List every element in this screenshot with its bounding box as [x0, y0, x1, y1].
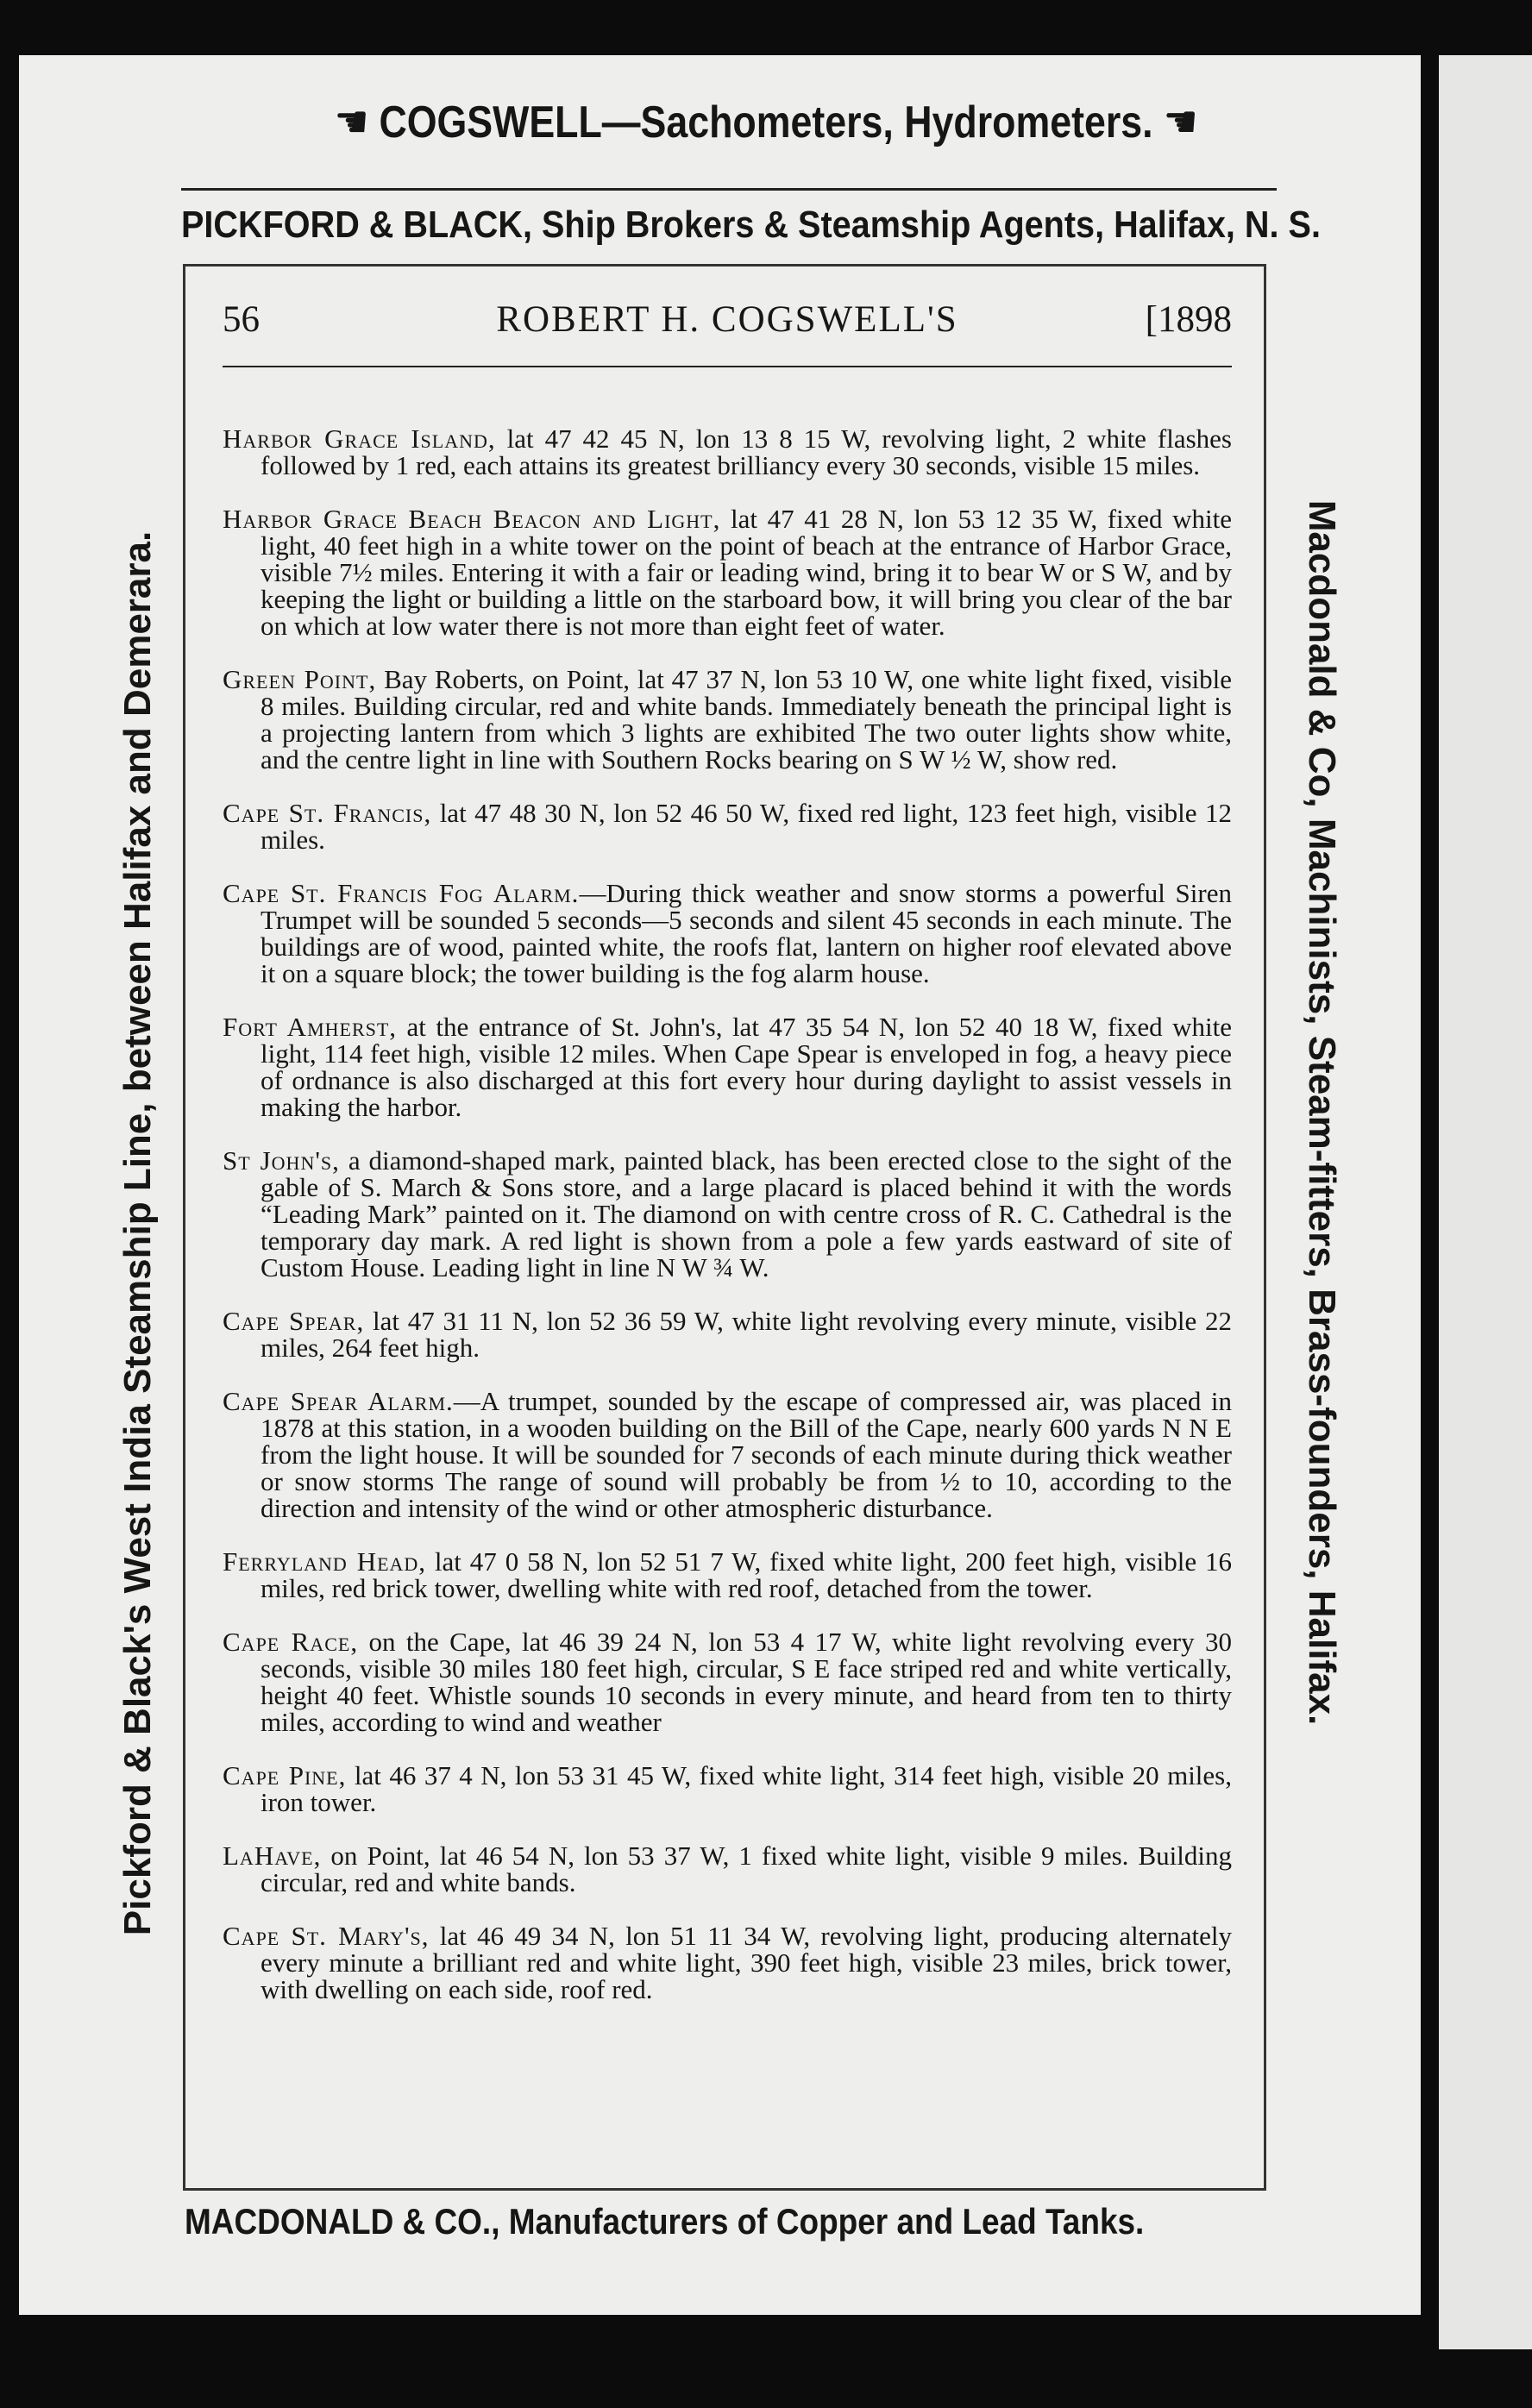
entry-name: Ferryland Head, — [223, 1546, 427, 1577]
pointing-hand-icon: ☛ — [334, 97, 369, 147]
entry-name: Harbor Grace Island, — [223, 423, 496, 454]
list-item — [223, 505, 1232, 639]
right-margin-text: Macdonald & Co, Machinists, Steam-fitters, Brass-founders, Halifax. — [1301, 499, 1343, 1726]
header-rule — [223, 366, 1232, 367]
entry-name: Cape Spear, — [223, 1306, 365, 1336]
entry-text: —During thick weather and snow storms a powerful Siren Trumpet will be sounded 5 seconds—5 seconds and silent 45 seconds in each minute. The buildings are of wood, painted white, the roofs flat, lantern on higher roof elevated above it on a square block; the tower building is the fog alarm house. — [261, 878, 1232, 988]
lighthouse-list — [223, 398, 1232, 2010]
entry-text: lat 46 49 34 N, lon 51 11 34 W, revolving light, producing alternately every minute a brilliant red and white light, 390 feet high, visible 23 miles, brick tower, with dwelling on each side, roof red. — [261, 1921, 1232, 2004]
entry-text: lat 46 37 4 N, lon 53 31 45 W, fixed white light, 314 feet high, visible 20 miles, iron tower. — [261, 1760, 1232, 1817]
list-item — [223, 1307, 1232, 1361]
left-margin-text: Pickford & Black's West India Steamship Line, between Halifax and Demerara. — [116, 530, 159, 1936]
top-advertisement — [107, 97, 1424, 148]
entry-name: Green Point, — [223, 664, 377, 694]
entry-text: lat 47 48 30 N, lon 52 46 50 W, fixed red light, 123 feet high, visible 12 miles. — [261, 798, 1233, 855]
top-advertisement-text: COGSWELL—Sachometers, Hydrometers. — [379, 97, 1153, 147]
list-item — [223, 1013, 1232, 1120]
list-item — [223, 880, 1232, 987]
entry-name: Cape St. Mary's, — [223, 1921, 430, 1951]
year: [1898 — [1145, 299, 1232, 340]
list-item — [223, 1762, 1232, 1815]
list-item — [223, 666, 1232, 773]
entry-text: on the Cape, lat 46 39 24 N, lon 53 4 17 W, white light revolving every 30 seconds, visible 30 miles 180 feet high, circular, S E face striped red and white vertically, height 40 feet. Whistle sounds 10 seconds in every minute, and heard from ten to thirty miles, according to wind and weather — [261, 1627, 1232, 1737]
entry-text: lat 47 41 28 N, lon 53 12 35 W, fixed white light, 40 feet high in a white tower on the point of beach at the entrance of Harbor Grace, visible 7½ miles. Entering it with a fair or leading wind, bring it to bear W or S W, and by keeping the light or building a little on the starboard bow, it will bring you clear of the bar on which at low water there is not more than eight feet of water. — [261, 504, 1233, 641]
entry-text: a diamond-shaped mark, painted black, has been erected close to the sight of the gable of S. March & Sons store, and a large placard is placed behind it with the words “Leading Mark” painted on it. The diamond on with centre cross of R. C. Cathedral is the temporary day mark. A red light is shown from a pole a few yards eastward of site of Custom House. Leading light in line N W ¾ W. — [261, 1145, 1232, 1282]
pointing-hand-icon: ☚ — [1163, 97, 1198, 147]
running-header — [223, 298, 1232, 359]
entry-name: Cape St. Francis Fog Alarm. — [223, 878, 580, 908]
entry-text: at the entrance of St. John's, lat 47 35 54 N, lon 52 40 18 W, fixed white light, 114 feet high, visible 12 miles. When Cape Spear is enveloped in fog, a heavy piece of ordnance is also discharged at this fort every hour during daylight to assist vessels in making the harbor. — [261, 1012, 1232, 1122]
entry-name: Cape Pine, — [223, 1760, 347, 1790]
list-item — [223, 1922, 1232, 2003]
running-head-title: ROBERT H. COGSWELL'S — [496, 299, 958, 340]
list-item — [223, 425, 1232, 479]
entry-name: St John's, — [223, 1145, 340, 1176]
list-item — [223, 800, 1232, 853]
entry-text: lat 47 42 45 N, lon 13 8 15 W, revolving light, 2 white flashes followed by 1 red, each attains its greatest brilliancy every 30 seconds, visible 15 miles. — [261, 423, 1232, 480]
facing-page-edge — [1439, 55, 1532, 2349]
page-number: 56 — [223, 299, 260, 340]
list-item — [223, 1548, 1232, 1602]
entry-name: Harbor Grace Beach Beacon and Light, — [223, 504, 721, 534]
top-banner: PICKFORD & BLACK, Ship Brokers & Steamship Agents, Halifax, N. S. — [181, 204, 1321, 246]
entry-name: Cape Spear Alarm. — [223, 1386, 454, 1416]
entry-name: Fort Amherst, — [223, 1012, 398, 1042]
divider-rule — [181, 188, 1277, 191]
entry-text: on Point, lat 46 54 N, lon 53 37 W, 1 fixed white light, visible 9 miles. Building circular, red and white bands. — [261, 1840, 1232, 1897]
list-item — [223, 1388, 1232, 1521]
entry-name: Cape Race, — [223, 1627, 359, 1657]
entry-text: lat 47 0 58 N, lon 52 51 7 W, fixed white light, 200 feet high, visible 16 miles, red brick tower, dwelling white with red roof, detached from the tower. — [261, 1546, 1232, 1603]
entry-name: LaHave, — [223, 1840, 322, 1871]
list-item — [223, 1628, 1232, 1735]
entry-text: Bay Roberts, on Point, lat 47 37 N, lon 53 10 W, one white light fixed, visible 8 miles. Building circular, red and white bands. Immediately beneath the principal light is a projecting lantern from which 3 lights are exhibited The two outer lights show white, and the centre light in line with Southern Rocks bearing on S W ½ W, show red. — [261, 664, 1232, 774]
list-item — [223, 1147, 1232, 1281]
entry-text: —A trumpet, sounded by the escape of compressed air, was placed in 1878 at this station, in a wooden building on the Bill of the Cape, nearly 600 yards N N E from the light house. It will be sounded for 7 seconds of each minute during thick weather or snow storms The range of sound will probably be from ½ to 10, according to the direction and intensity of the wind or other atmospheric disturbance. — [261, 1386, 1232, 1523]
bottom-advertisement: MACDONALD & CO., Manufacturers of Copper and Lead Tanks. — [185, 2201, 1145, 2242]
entry-text: lat 47 31 11 N, lon 52 36 59 W, white light revolving every minute, visible 22 miles, 264 feet high. — [261, 1306, 1232, 1363]
list-item — [223, 1842, 1232, 1896]
entry-name: Cape St. Francis, — [223, 798, 432, 828]
